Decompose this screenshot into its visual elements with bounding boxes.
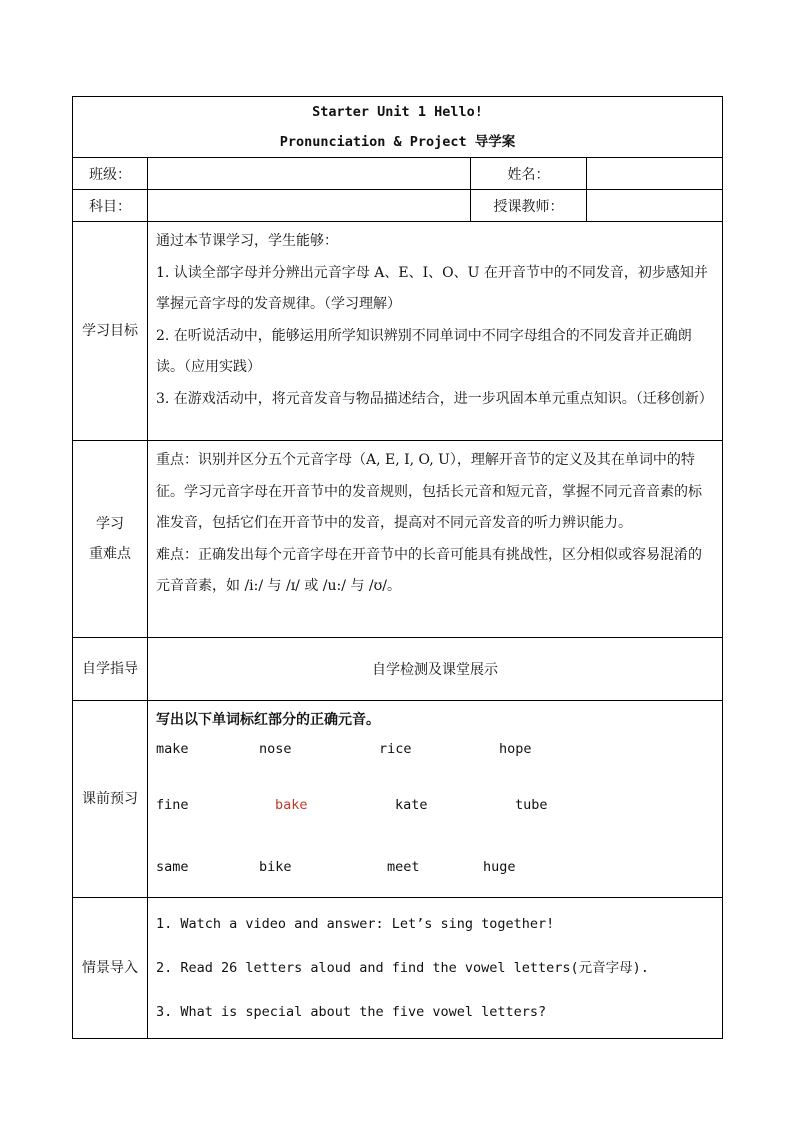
info-row-2 — [73, 190, 723, 222]
intro-item-1: 1. Watch a video and answer: Let’s sing together! — [156, 916, 555, 932]
word-rice: rice — [379, 741, 412, 757]
preview-row — [73, 701, 723, 898]
word-meet: meet — [387, 859, 420, 875]
objectives-content — [148, 222, 723, 441]
word-row-1 — [156, 733, 714, 789]
word-kate: kate — [395, 797, 428, 813]
info-row-1 — [73, 158, 723, 190]
word-row-2 — [156, 789, 714, 851]
preview-content — [148, 701, 723, 898]
objective-item-2: 2. 在听说活动中，能够运用所学知识辨别不同单词中不同字母组合的不同发音并正确朗读。（应用实践） — [156, 327, 692, 375]
word-fine: fine — [156, 797, 189, 813]
word-make: make — [156, 741, 189, 757]
subject-label: 科目： — [73, 190, 148, 222]
teacher-field[interactable] — [587, 190, 723, 222]
key-points-label-line-2: 重难点 — [89, 546, 131, 562]
word-bike: bike — [259, 859, 292, 875]
key-points-difficulty: 难点：正确发出每个元音字母在开音节中的长音可能具有挑战性，区分相似或容易混淆的元音音素，如 /i:/ 与 /ɪ/ 或 /u:/ 与 /ʊ/。 — [156, 546, 702, 594]
objective-item-3: 3. 在游戏活动中，将元音发音与物品描述结合，进一步巩固本单元重点知识。（迁移创新） — [156, 390, 713, 407]
key-points-row — [73, 441, 723, 638]
key-points-label-line-1: 学习 — [96, 516, 124, 532]
guide-row — [73, 638, 723, 701]
name-label: 姓名： — [471, 158, 587, 190]
word-nose: nose — [259, 741, 292, 757]
word-huge: huge — [483, 859, 516, 875]
intro-item-3: 3. What is special about the five vowel letters? — [156, 1004, 547, 1020]
objectives-intro: 通过本节课学习，学生能够： — [156, 233, 338, 249]
title-line-2: Pronunciation & Project 导学案 — [279, 134, 516, 150]
word-same: same — [156, 859, 189, 875]
objectives-row — [73, 222, 723, 441]
word-hope: hope — [499, 741, 532, 757]
title-line-1: Starter Unit 1 Hello! — [312, 104, 483, 120]
intro-label: 情景导入 — [73, 898, 148, 1039]
study-guide-table — [72, 96, 723, 1039]
word-tube: tube — [515, 797, 548, 813]
guide-content: 自学检测及课堂展示 — [148, 638, 723, 701]
preview-label: 课前预习 — [73, 701, 148, 898]
intro-content — [148, 898, 723, 1039]
objective-item-1: 1. 认读全部字母并分辨出元音字母 A、E、I、O、U 在开音节中的不同发音，初步感知并掌握元音字母的发音规律。（学习理解） — [156, 264, 708, 312]
word-row-3 — [156, 851, 714, 891]
key-points-content — [148, 441, 723, 638]
class-label: 班级： — [73, 158, 148, 190]
name-field[interactable] — [587, 158, 723, 190]
intro-item-2: 2. Read 26 letters aloud and find the vowel letters(元音字母). — [156, 960, 649, 976]
key-points-label — [73, 441, 148, 638]
intro-row — [73, 898, 723, 1039]
title-cell — [73, 97, 723, 158]
guide-label: 自学指导 — [73, 638, 148, 701]
word-bake: bake — [275, 797, 308, 813]
key-points-focus: 重点：识别并区分五个元音字母（A, E, I, O, U），理解开音节的定义及其在单词中的特征。学习元音字母在开音节中的发音规则，包括长元音和短元音，掌握不同元音音素的标准发音，包括它们在开音节中的发音，提高对不同元音发音的听力辨识能力。 — [156, 452, 702, 531]
title-row — [73, 97, 723, 158]
class-field[interactable] — [148, 158, 471, 190]
objectives-label: 学习目标 — [73, 222, 148, 441]
preview-instruction: 写出以下单词标红部分的正确元音。 — [156, 712, 380, 728]
teacher-label: 授课教师： — [471, 190, 587, 222]
subject-field[interactable] — [148, 190, 471, 222]
